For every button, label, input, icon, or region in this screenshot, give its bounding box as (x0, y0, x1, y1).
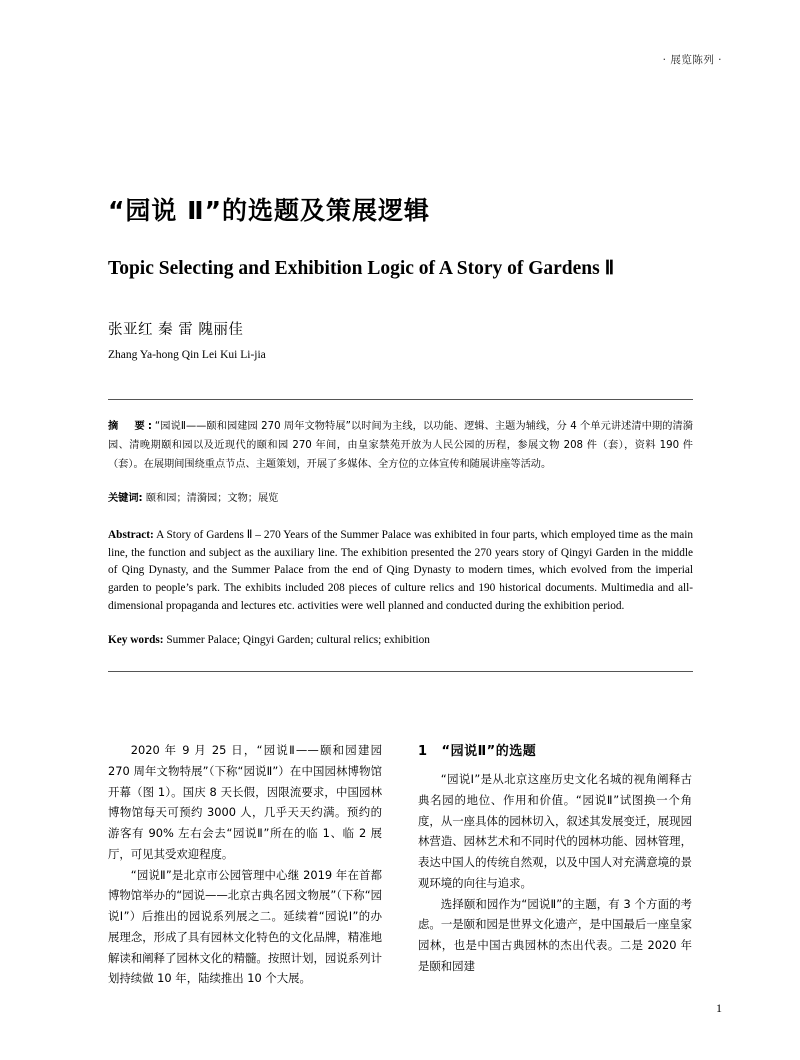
keywords-english-label: Key words: (108, 634, 164, 647)
abstract-chinese-text: “园说Ⅱ——颐和园建园 270 周年文物特展”以时间为主线，以功能、逻辑、主题为辅线，分 4 个单元讲述清中期的清漪园、清晚期颐和园以及近现代的颐和园 270 年间，由皇家禁苑开放为人民公园的历程，参展文物 208 件（套），资料 190 件（套）。在展期间围绕重点节点、主题策划，开展了多媒体、全方位的立体宣传和随展讲座等活动。 (108, 420, 693, 470)
article-front-matter (108, 195, 693, 672)
keywords-chinese (108, 490, 693, 508)
paragraph: 选择颐和园作为“园说Ⅱ”的主题，有 3 个方面的考虑。一是颐和园是世界文化遗产，是中国最后一座皇家园林，也是中国古典园林的杰出代表。二是 2020 年是颐和园建 (418, 896, 692, 973)
abstract-english (108, 527, 693, 616)
running-head: · 展览陈列 · (662, 54, 722, 66)
paragraph: “园说Ⅱ”是北京市公园管理中心继 2019 年在首都博物馆举办的“园说——北京古典名园文物展”（下称“园说Ⅰ”）后推出的园说系列展之二。延续着“园说Ⅰ”的办展理念，形成了具有园林文化特色的文化品牌，精准地解读和阐释了园林文化的精髓。按照计划，园说系列计划持续做 10 年，陆续推出 10 个大展。 (108, 867, 382, 986)
keywords-english (108, 632, 693, 649)
section-heading (418, 740, 692, 759)
paragraph: 2020 年 9 月 25 日，“园说Ⅱ——颐和园建园 270 周年文物特展”（下称“园说Ⅱ”）在中国园林博物馆开幕（图 1）。国庆 8 天长假，因限流要求，中国园林博物馆每天可预约 3000 人，几乎天天约满。预约的游客有 90% 左右会去“园说Ⅱ”所在的临 1、临 2 展厅，可见其受欢迎程度。 (108, 743, 382, 861)
keywords-chinese-text: 颐和园；清漪园；文物；展览 (142, 493, 279, 505)
page-number: 1 (716, 1001, 722, 1015)
paragraph: “园说Ⅰ”是从北京这座历史文化名城的视角阐释古典名园的地位、作用和价值。“园说Ⅱ”试图换一个角度，从一座具体的园林切入，叙述其发展变迁，展现园林营造、园林艺术和不同时代的园林功能、园林管理，表达中国人的传统自然观，以及中国人对充满意境的景观环境的向往与追求。 (418, 772, 692, 890)
abstract-chinese (108, 418, 693, 475)
abstract-english-text: A Story of Gardens Ⅱ – 270 Years of the Summer Palace was exhibited in four parts, which employed time as the main line, the function and subject as the auxiliary line. The exhibition presented the 270 years story of Qingyi Garden in the middle of Qing Dynasty, and the Summer Palace from the end of Qing Dynasty to modern times, which evolved from the imperial garden to people’s park. The exhibits included 208 pieces of culture relics and 190 historical documents. Multimedia and all-dimensional propaganda and lectures etc. activities were well planned and conducted during the exhibition period. (108, 528, 693, 613)
section-number: 1 (418, 744, 428, 759)
body-column-left (108, 740, 382, 989)
abstract-chinese-label: 摘 要: (108, 420, 155, 432)
keywords-english-text: Summer Palace; Qingyi Garden; cultural relics; exhibition (163, 634, 430, 647)
authors-pinyin: Zhang Ya-hong Qin Lei Kui Li-jia (108, 348, 266, 361)
page-title: “园说 Ⅱ”的选题及策展逻辑 (108, 196, 431, 225)
abstract-english-label: Abstract: (108, 528, 154, 541)
divider-top (108, 399, 693, 400)
authors-chinese: 张亚红 秦 雷 隗丽佳 (108, 321, 244, 338)
article-body (108, 740, 693, 989)
keywords-chinese-label: 关键词: (108, 493, 143, 505)
page-title-english: Topic Selecting and Exhibition Logic of A Story of Gardens Ⅱ (108, 257, 615, 279)
section-title: “园说Ⅱ”的选题 (441, 744, 537, 759)
body-column-right (418, 740, 692, 989)
divider-bottom (108, 671, 693, 672)
